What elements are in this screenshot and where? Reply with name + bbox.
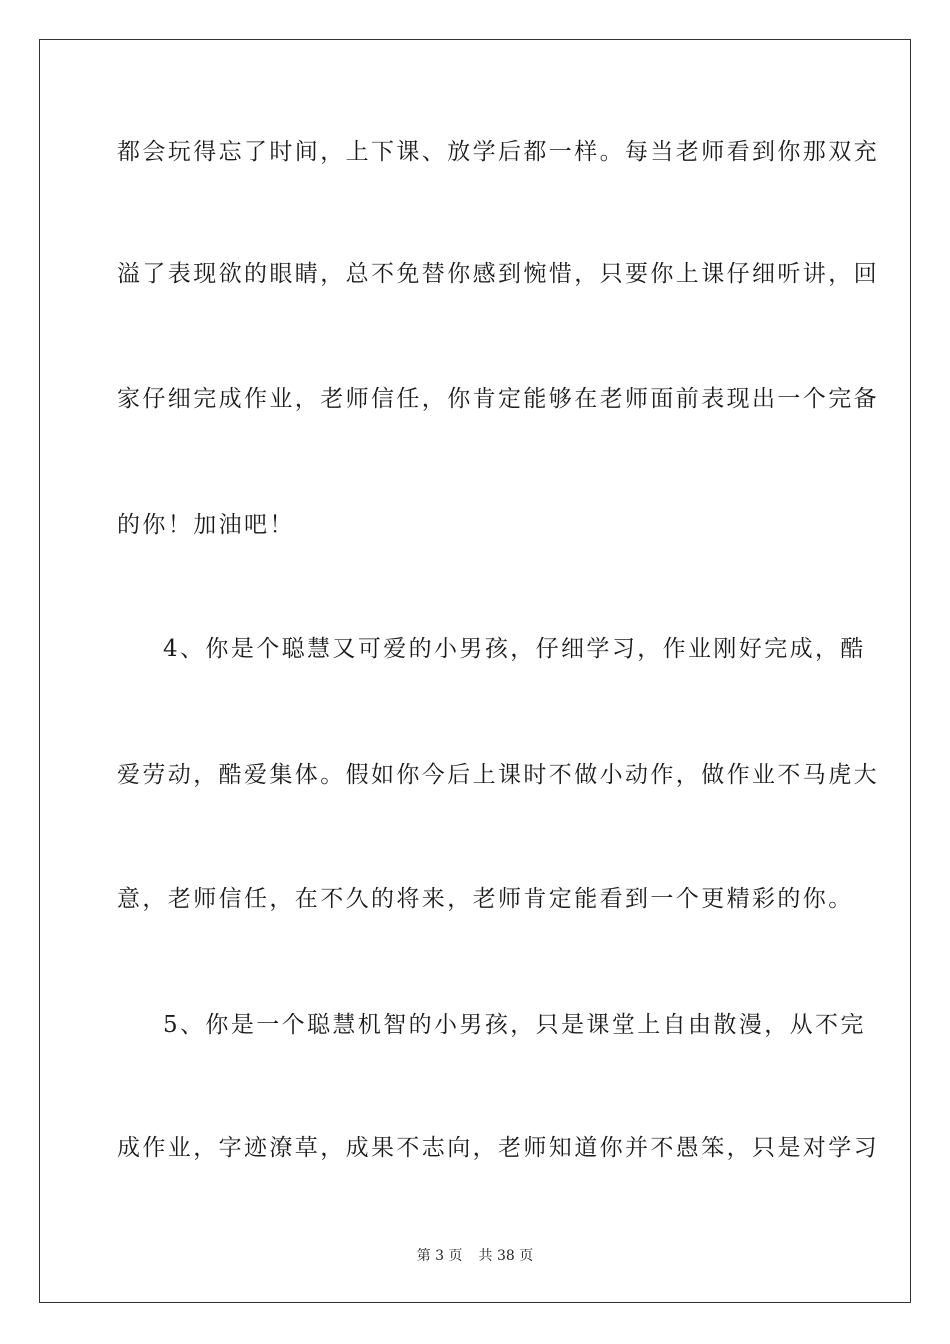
body-text-line: 成作业，字迹潦草，成果不志向，老师知道你并不愚笨，只是对学习 — [117, 1135, 879, 1161]
body-text-line: 意，老师信任，在不久的将来，老师肯定能看到一个更精彩的你。 — [117, 886, 854, 912]
paragraph-start-item-4: 4、你是个聪慧又可爱的小男孩，仔细学习，作业刚好完成，酷 — [163, 636, 866, 662]
body-text-line: 都会玩得忘了时间，上下课、放学后都一样。每当老师看到你那双充 — [117, 139, 879, 165]
total-pages: 共 38 页 — [478, 1248, 534, 1264]
body-text-line: 的你！加油吧！ — [117, 512, 295, 538]
body-text-line: 爱劳动，酷爱集体。假如你今后上课时不做小动作，做作业不马虎大 — [117, 762, 879, 788]
page-footer — [0, 1246, 950, 1266]
page-number: 第 3 页 — [416, 1248, 463, 1264]
body-text-line: 家仔细完成作业，老师信任，你肯定能够在老师面前表现出一个完备 — [117, 386, 879, 412]
paragraph-start-item-5: 5、你是一个聪慧机智的小男孩，只是课堂上自由散漫，从不完 — [163, 1012, 866, 1038]
body-text-line: 溢了表现欲的眼睛，总不免替你感到惋惜，只要你上课仔细听讲，回 — [117, 261, 879, 287]
page-border — [39, 39, 911, 1303]
